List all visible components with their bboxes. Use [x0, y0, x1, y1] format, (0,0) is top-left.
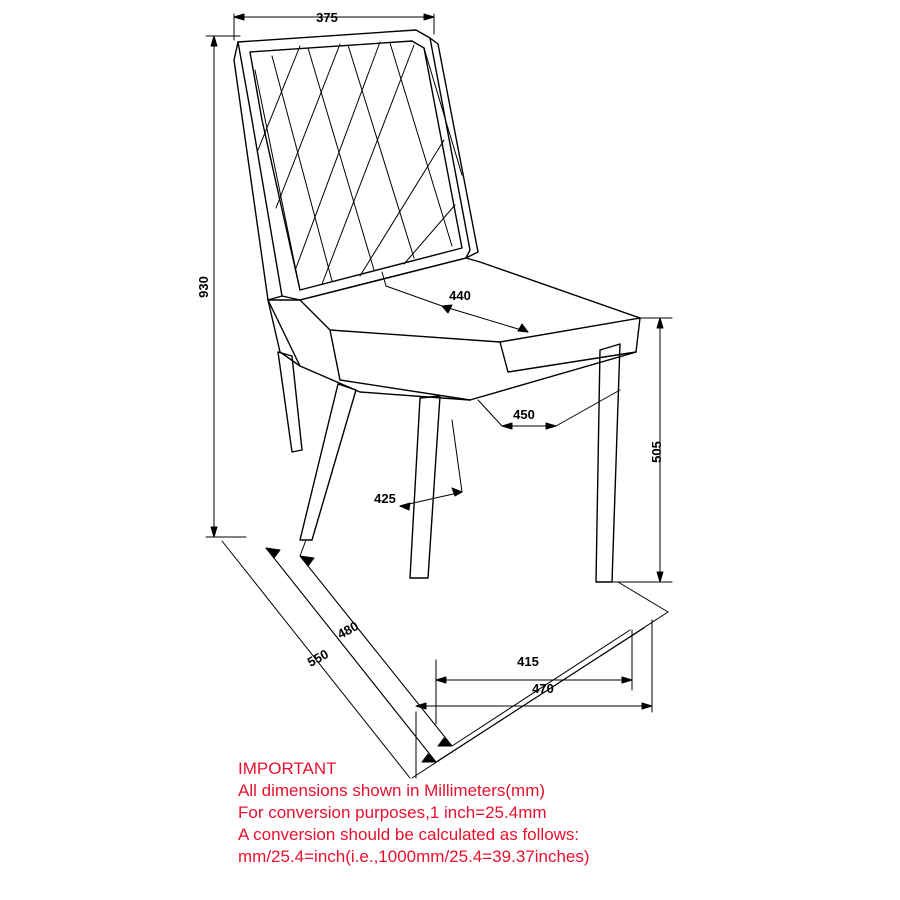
dim-425: 425	[374, 491, 396, 506]
dim-450: 450	[513, 407, 535, 422]
notes-line-2: For conversion purposes,1 inch=25.4mm	[238, 803, 547, 822]
dim-415: 415	[517, 654, 539, 669]
dim-505: 505	[649, 441, 664, 463]
notes-line-4: mm/25.4=inch(i.e.,1000mm/25.4=39.37inches)	[238, 847, 590, 866]
dim-470: 470	[532, 681, 554, 696]
dim-550: 550	[304, 646, 331, 670]
chair-legs	[278, 344, 620, 582]
dim-375: 375	[316, 10, 338, 25]
dim-930: 930	[196, 276, 211, 298]
notes-line-3: A conversion should be calculated as follows:	[238, 825, 580, 844]
dim-440: 440	[449, 288, 471, 303]
dim-480: 480	[334, 618, 361, 642]
notes-heading: IMPORTANT	[238, 759, 337, 778]
notes-line-1: All dimensions shown in Millimeters(mm)	[238, 781, 546, 800]
back-tufting-pattern	[255, 42, 462, 290]
dimension-labels	[196, 10, 664, 696]
important-notes	[238, 758, 698, 868]
